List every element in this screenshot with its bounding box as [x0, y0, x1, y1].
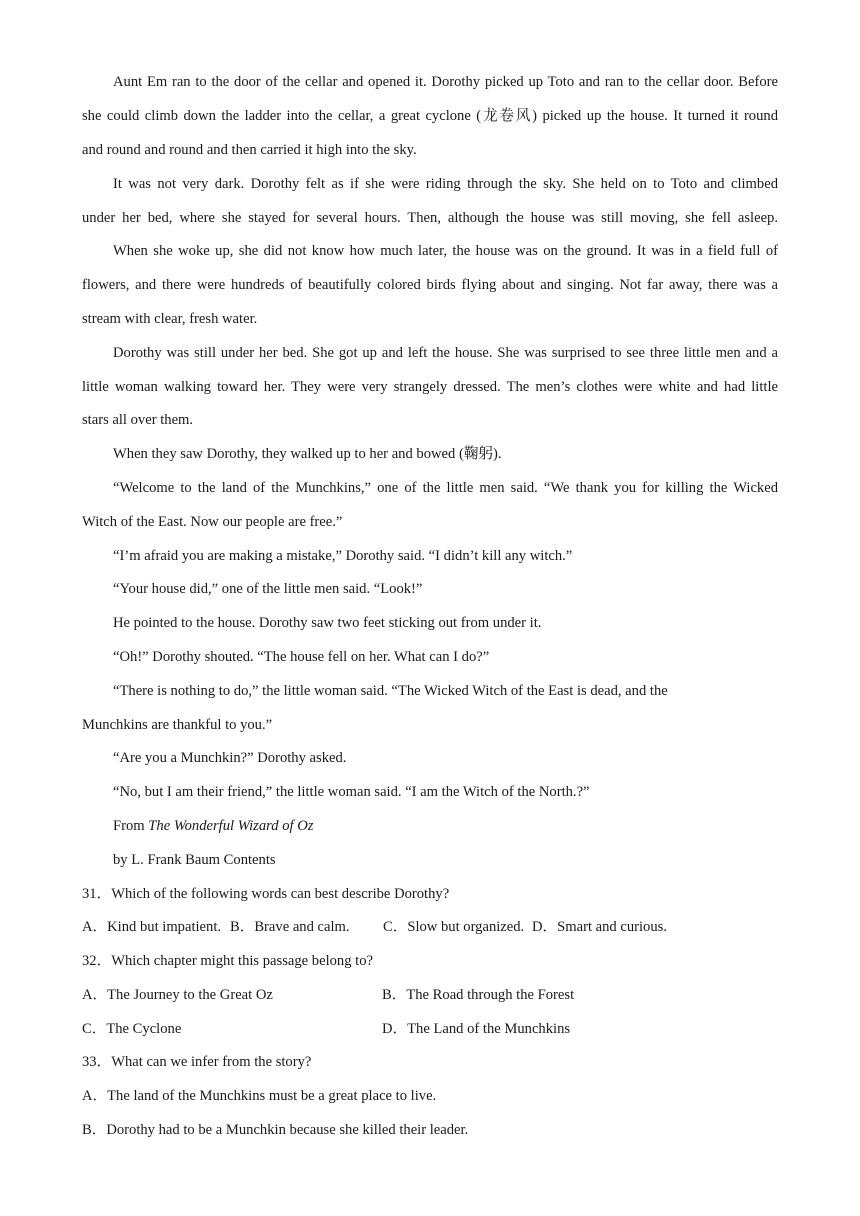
passage-source — [113, 816, 778, 836]
question-31-option-d[interactable]: D．Smart and curious. — [532, 919, 667, 935]
author-line: by L. Frank Baum Contents — [113, 852, 276, 868]
passage-line: under her bed, where she stayed for several hours. Then, although the house was still moving, she fell asleep. — [82, 210, 778, 226]
question-32-stem: 32．Which chapter might this passage belong to? — [82, 953, 373, 969]
passage-line: “Are you a Munchkin?” Dorothy asked. — [113, 750, 347, 766]
book-title: The Wonderful Wizard of Oz — [148, 818, 314, 834]
question-32-option-b[interactable]: B．The Road through the Forest — [382, 987, 575, 1003]
passage-line: “Oh!” Dorothy shouted. “The house fell on her. What can I do?” — [113, 649, 490, 665]
passage-line: It was not very dark. Dorothy felt as if she were riding through the sky. She held on to Toto and climbed — [113, 176, 778, 192]
passage-line: “I’m afraid you are making a mistake,” Dorothy said. “I didn’t kill any witch.” — [113, 548, 573, 564]
question-32-option-a[interactable]: A．The Journey to the Great Oz — [82, 987, 273, 1003]
question-31-option-a[interactable]: A．Kind but impatient. — [82, 919, 222, 935]
passage-line: Dorothy was still under her bed. She got up and left the house. She was surprised to see three little men and a — [113, 345, 778, 361]
passage-line: “There is nothing to do,” the little woman said. “The Wicked Witch of the East is dead, and the — [113, 683, 668, 699]
question-33-option-a[interactable]: A．The land of the Munchkins must be a great place to live. — [82, 1088, 437, 1104]
passage-line: “Your house did,” one of the little men said. “Look!” — [113, 581, 423, 597]
question-33-option-b[interactable]: B．Dorothy had to be a Munchkin because she killed their leader. — [82, 1122, 469, 1138]
question-31-option-b[interactable]: B．Brave and calm. — [230, 919, 350, 935]
source-prefix: From — [113, 818, 149, 834]
passage-line: flowers, and there were hundreds of beautifully colored birds flying about and singing. Not far away, there was a — [82, 277, 778, 293]
passage-line: Aunt Em ran to the door of the cellar and opened it. Dorothy picked up Toto and ran to the cellar door. Before — [113, 74, 778, 90]
passage-line: When they saw Dorothy, they walked up to her and bowed (鞠躬). — [113, 446, 502, 462]
passage-line: stars all over them. — [82, 412, 194, 428]
passage-line: “No, but I am their friend,” the little woman said. “I am the Witch of the North.?” — [113, 784, 590, 800]
passage-line: He pointed to the house. Dorothy saw two feet sticking out from under it. — [113, 615, 542, 631]
passage-line: stream with clear, fresh water. — [82, 311, 258, 327]
passage-line: “Welcome to the land of the Munchkins,” one of the little men said. “We thank you for killing the Wicked — [113, 480, 778, 496]
question-31-stem: 31．Which of the following words can best describe Dorothy? — [82, 886, 450, 902]
passage-line: and round and round and then carried it high into the sky. — [82, 142, 417, 158]
question-32-option-c[interactable]: C．The Cyclone — [82, 1021, 182, 1037]
passage-line: she could climb down the ladder into the cellar, a great cyclone (龙卷风) picked up the house. It turned it round — [82, 108, 778, 124]
question-32-option-d[interactable]: D．The Land of the Munchkins — [382, 1021, 571, 1037]
question-33-stem: 33．What can we infer from the story? — [82, 1054, 312, 1070]
passage-line: When she woke up, she did not know how much later, the house was on the ground. It was in a field full of — [113, 243, 778, 259]
passage-line: Witch of the East. Now our people are free.” — [82, 514, 343, 530]
passage-line: little woman walking toward her. They were very strangely dressed. The men’s clothes were white and had little — [82, 379, 778, 395]
question-31-option-c[interactable]: C．Slow but organized. — [383, 919, 525, 935]
passage-line: Munchkins are thankful to you.” — [82, 717, 273, 733]
